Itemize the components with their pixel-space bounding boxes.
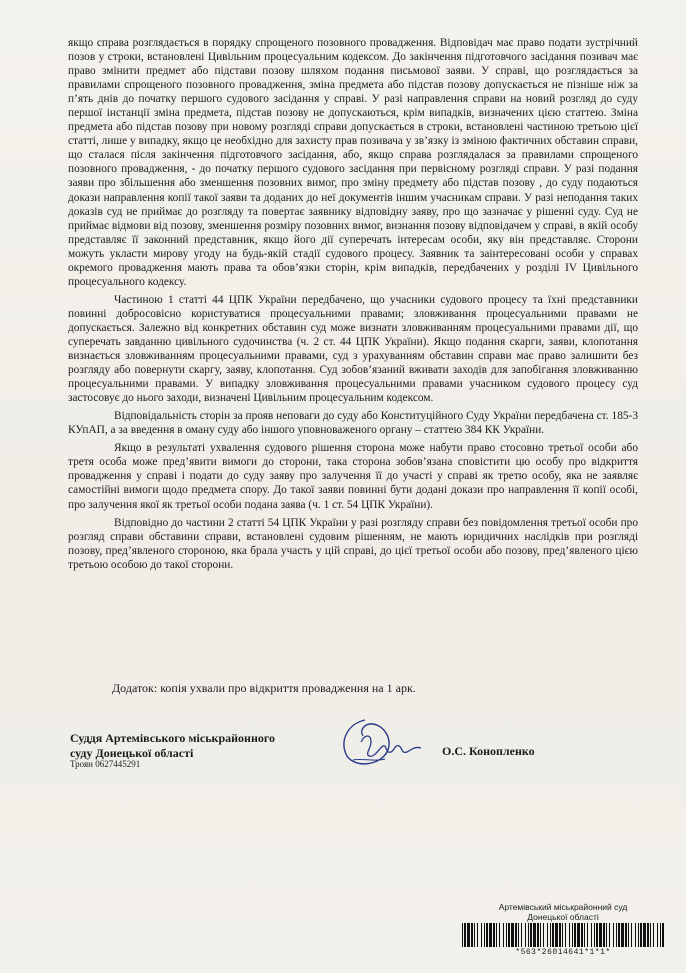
barcode-bar [481,923,482,947]
barcode-bar [493,923,495,947]
barcode-bar [662,923,664,947]
barcode-bar [464,923,466,947]
barcode-bar [511,923,514,947]
barcode-bar [499,923,500,947]
barcode-bar [471,923,473,947]
barcode-bar [550,923,551,947]
barcode-bar [653,923,654,947]
barcode-bar [628,923,629,947]
barcode-bar [503,923,504,947]
barcode-bar [577,923,580,947]
barcode-number: *563*26014641*1*1* [515,948,611,957]
barcode-bar [547,923,548,947]
paragraph-2: Частиною 1 статті 44 ЦПК України передбачено, що учасники судового процесу та їхні представники повинні добросовісно користуватися процесуальними правами; зловживання процесуальними правами не допускається. Залежно від конкретних обставин суд може визнати зловживанням процесуальними правами дії, що суперечать завданню цивільного судочинства (ч. 2 ст. 44 ЦПК України). Якщо подання скарги, заяви, клопотання визнається зловживанням процесуальними правами, суд з урахуванням обставин справи має право залишити без розгляду або повернути скаргу, заяву, клопотання. Суд зобов’язаний вживати заходів для запобігання зловживанню процесуальними правами. У випадку зловживання процесуальними правами учасником судового процесу суд застосовує до нього заходи, визначені Цивільним процесуальним кодексом. [68,293,638,405]
barcode-bar [581,923,583,947]
barcode-bar [599,923,602,947]
barcode-bar [569,923,570,947]
barcode-bar [609,923,610,947]
judge-title-line-1: Суддя Артемівського міськрайонного [70,731,276,745]
judge-name: О.С. Конопленко [442,744,535,758]
barcode-bar [543,923,544,947]
attachment-note: Додаток: копія ухвали про відкриття провадження на 1 арк. [112,681,416,695]
barcode-bar [650,923,651,947]
barcode-bar [574,923,576,947]
barcode-bar [647,923,649,947]
paragraph-1: якщо справа розглядається в порядку спрощеного позовного провадження. Відповідач має право подати зустрічний позов у строки, встановлені Цивільним процесуальним кодексом. До закінчення підготовчого засідання позивач має право змінити предмет або підстави позову шляхом подання письмової заяви. У справі, що розглядається за правилами спрощеного позовного провадження, зміна предмета або підстав позову допускається не пізніше ніж за п’ять днів до початку першого судового засідання у справі. У разі направлення справи на новий розгляд до суду першої інстанції зміна предмета, підстав позову не допускаються, крім випадків, визначених цією статтею. Зміна предмета або підстав позову при новому розгляді справи допускається в строки, встановлені частиною третьою цієї статті, лише у випадку, якщо це необхідно для захисту прав позивача у зв’язку із зміною фактичних обставин справи, що сталася після закінчення підготовчого засідання, або, якщо справа розглядалася за правилами спрощеного позовного провадження, - до початку першого судового засідання при первісному розгляді справи. У разі подання заяви про збільшення або зменшення позовних вимог, про зміну предмету або підстав позову , до суду подаються докази направлення копії такої заяви та доданих до неї документів іншим учасникам справи. У разі неподання таких доказів суд не приймає до розгляду та повертає заявнику відповідну заяву, про що зазначає у рішенні суду. Суд не приймає відмови від позову, зменшення розміру позовних вимог, визнання позову відповідачем у справі, в якій особу представляє її законний представник, якщо його дії суперечать інтересам особи, яку він представляє. Сторони можуть укласти мирову угоду на будь-якій стадії судового процесу. Заявник та заінтересовані особи у справах окремого провадження мають права та обов’язки сторін, крім випадків, передбачених у розділі IV Цивільного процесуального кодексу. [68,37,638,288]
barcode-bar [635,923,636,947]
barcode-bar [618,923,620,947]
barcode-bar [489,923,492,947]
barcode-bar [474,923,475,947]
barcode-bar [462,923,463,947]
barcode-bar [518,923,519,947]
barcode-bar [533,923,536,947]
barcode-bar [484,923,485,947]
paragraph-3: Відповідальність сторін за прояв неповаги до суду або Конституційного Суду України передбачена ст. 185-3 КУпАП, а за введення в оману суду або іншого уповноваженого органу – статтею 384 КК України. [68,410,638,437]
barcode-bar [506,923,507,947]
judge-title-line-2: суду Донецької області [70,746,194,760]
barcode-bar [572,923,573,947]
barcode-bar [477,923,478,947]
contact-line: Троян 0627445291 [70,759,141,769]
barcode-bar [528,923,529,947]
barcode-bar [640,923,642,947]
barcode-bar [508,923,510,947]
barcode-bar [631,923,632,947]
barcode-bar [559,923,561,947]
barcode-bar [606,923,607,947]
barcode-bar [643,923,646,947]
registry-stamp [458,902,668,957]
barcode-bar [515,923,517,947]
barcode-bar [521,923,522,947]
barcode-bar [540,923,541,947]
barcode-bar [562,923,563,947]
barcode-bar [496,923,497,947]
barcode-bar [555,923,558,947]
barcode-bar [587,923,588,947]
barcode-bar [537,923,539,947]
stamp-court-name: Артемівський міськрайонний суд [498,902,628,912]
barcode-bar [660,923,661,947]
paragraph-4: Якщо в результаті ухвалення судового рішення сторона може набути право стосовно третьої особи або третя особа може пред’явити вимоги до сторони, така сторона зобов’язана сповістити цю особу про відкриття провадження у справі і подати до суду заяву про залучення її до участі у справі як третю особу, яка не заявляє самостійні вимоги щодо предмета спору. До такої заяви повинні бути додані докази про направлення її копії особі, про залучення якої як третьої особи подана заява (ч. 1 ст. 54 ЦПК України). [68,442,638,511]
barcode-bar [525,923,526,947]
barcode-bar [594,923,595,947]
document-body [68,36,638,572]
barcode-bar [486,923,488,947]
barcode-bar [603,923,605,947]
barcode-bar [565,923,566,947]
barcode-bar [613,923,614,947]
barcode-bar [591,923,592,947]
barcode-bar [638,923,639,947]
barcode-bar [530,923,532,947]
barcode-bar [621,923,624,947]
judge-title [70,731,275,761]
barcode-bar [552,923,554,947]
barcode-bar [584,923,585,947]
stamp-region: Донецької області [527,912,599,922]
barcode-bar [616,923,617,947]
signature-image [335,712,431,772]
barcode-image [460,923,666,947]
barcode-bar [596,923,598,947]
paragraph-5: Відповідно до частини 2 статті 54 ЦПК України у разі розгляду справи без повідомлення третьої особи про розгляд справи обставини справи, встановлені судовим рішенням, не мають юридичних наслідків при розгляді позову, пред’явленого стороною, яка брала участь у цій справі, до цієї третьої особи або позову, пред’явленого цією третьою особою до такої сторони. [68,516,638,571]
barcode-bar [657,923,658,947]
barcode-bar [467,923,470,947]
barcode-bar [625,923,627,947]
